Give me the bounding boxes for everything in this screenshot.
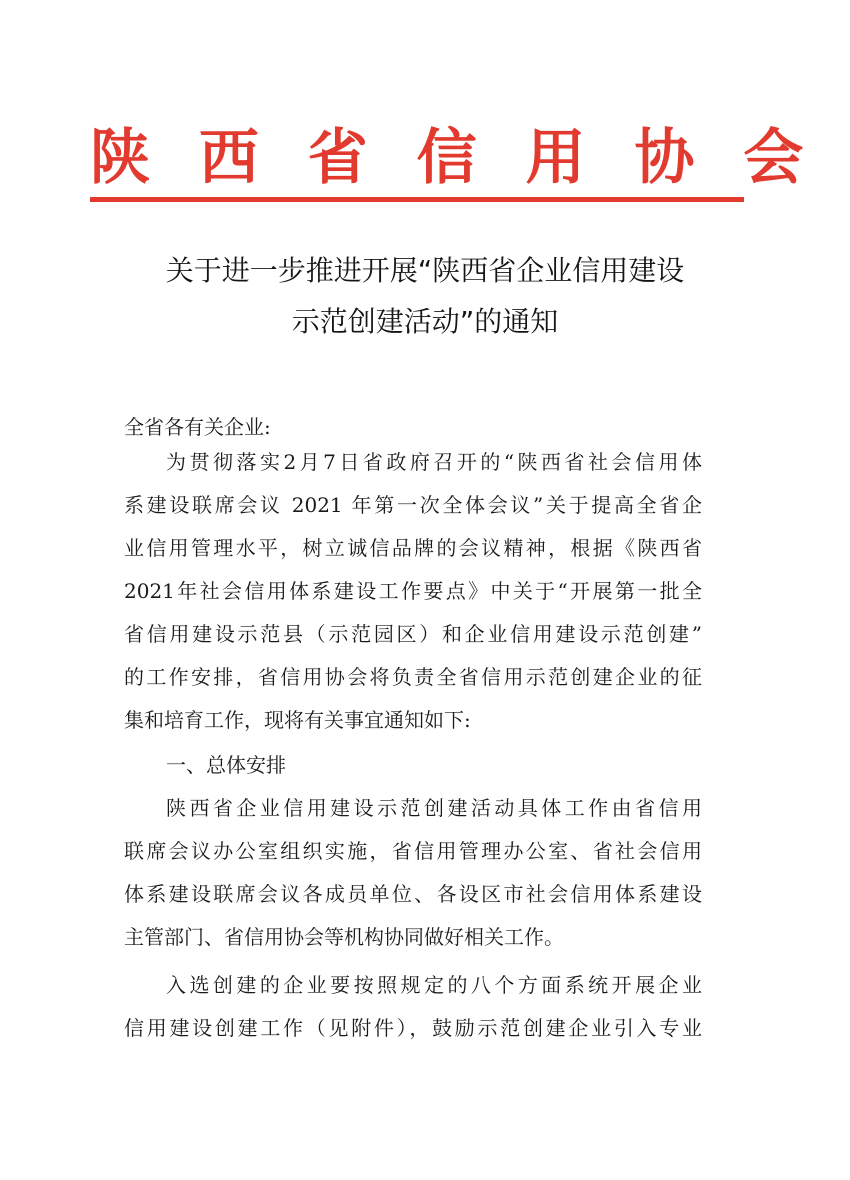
body-line: 省信用建设示范县（示范园区）和企业信用建设示范创建” bbox=[124, 622, 702, 646]
section-heading-1: 一、总体安排 bbox=[166, 753, 286, 777]
body-line: 陕西省企业信用建设示范创建活动具体工作由省信用 bbox=[166, 796, 702, 820]
document-title-line-1: 关于进一步推进开展“陕西省企业信用建设 bbox=[165, 254, 685, 287]
body-line: 主管部门、省信用协会等机构协同做好相关工作。 bbox=[124, 925, 564, 949]
body-line: 为贯彻落实2月7日省政府召开的“陕西省社会信用体 bbox=[166, 450, 702, 474]
body-line: 集和培育工作，现将有关事宜通知如下: bbox=[124, 708, 471, 732]
letterhead-org-name: 陕 西 省 信 用 协 会 bbox=[90, 123, 818, 193]
letterhead-red-rule bbox=[90, 197, 744, 202]
body-line: 的工作安排，省信用协会将负责全省信用示范创建企业的征 bbox=[124, 665, 702, 689]
body-line: 2021年社会信用体系建设工作要点》中关于“开展第一批全 bbox=[124, 579, 702, 603]
body-line: 入选创建的企业要按照规定的八个方面系统开展企业 bbox=[166, 973, 702, 997]
document-title-line-2: 示范创建活动”的通知 bbox=[291, 305, 559, 338]
body-line: 系建设联席会议 2021 年第一次全体会议”关于提高全省企 bbox=[124, 493, 702, 517]
salutation: 全省各有关企业: bbox=[124, 415, 271, 439]
body-line: 业信用管理水平，树立诚信品牌的会议精神，根据《陕西省 bbox=[124, 536, 702, 560]
body-line: 体系建设联席会议各成员单位、各设区市社会信用体系建设 bbox=[124, 882, 702, 906]
body-line: 信用建设创建工作（见附件），鼓励示范创建企业引入专业 bbox=[124, 1016, 702, 1040]
body-line: 联席会议办公室组织实施，省信用管理办公室、省社会信用 bbox=[124, 839, 702, 863]
